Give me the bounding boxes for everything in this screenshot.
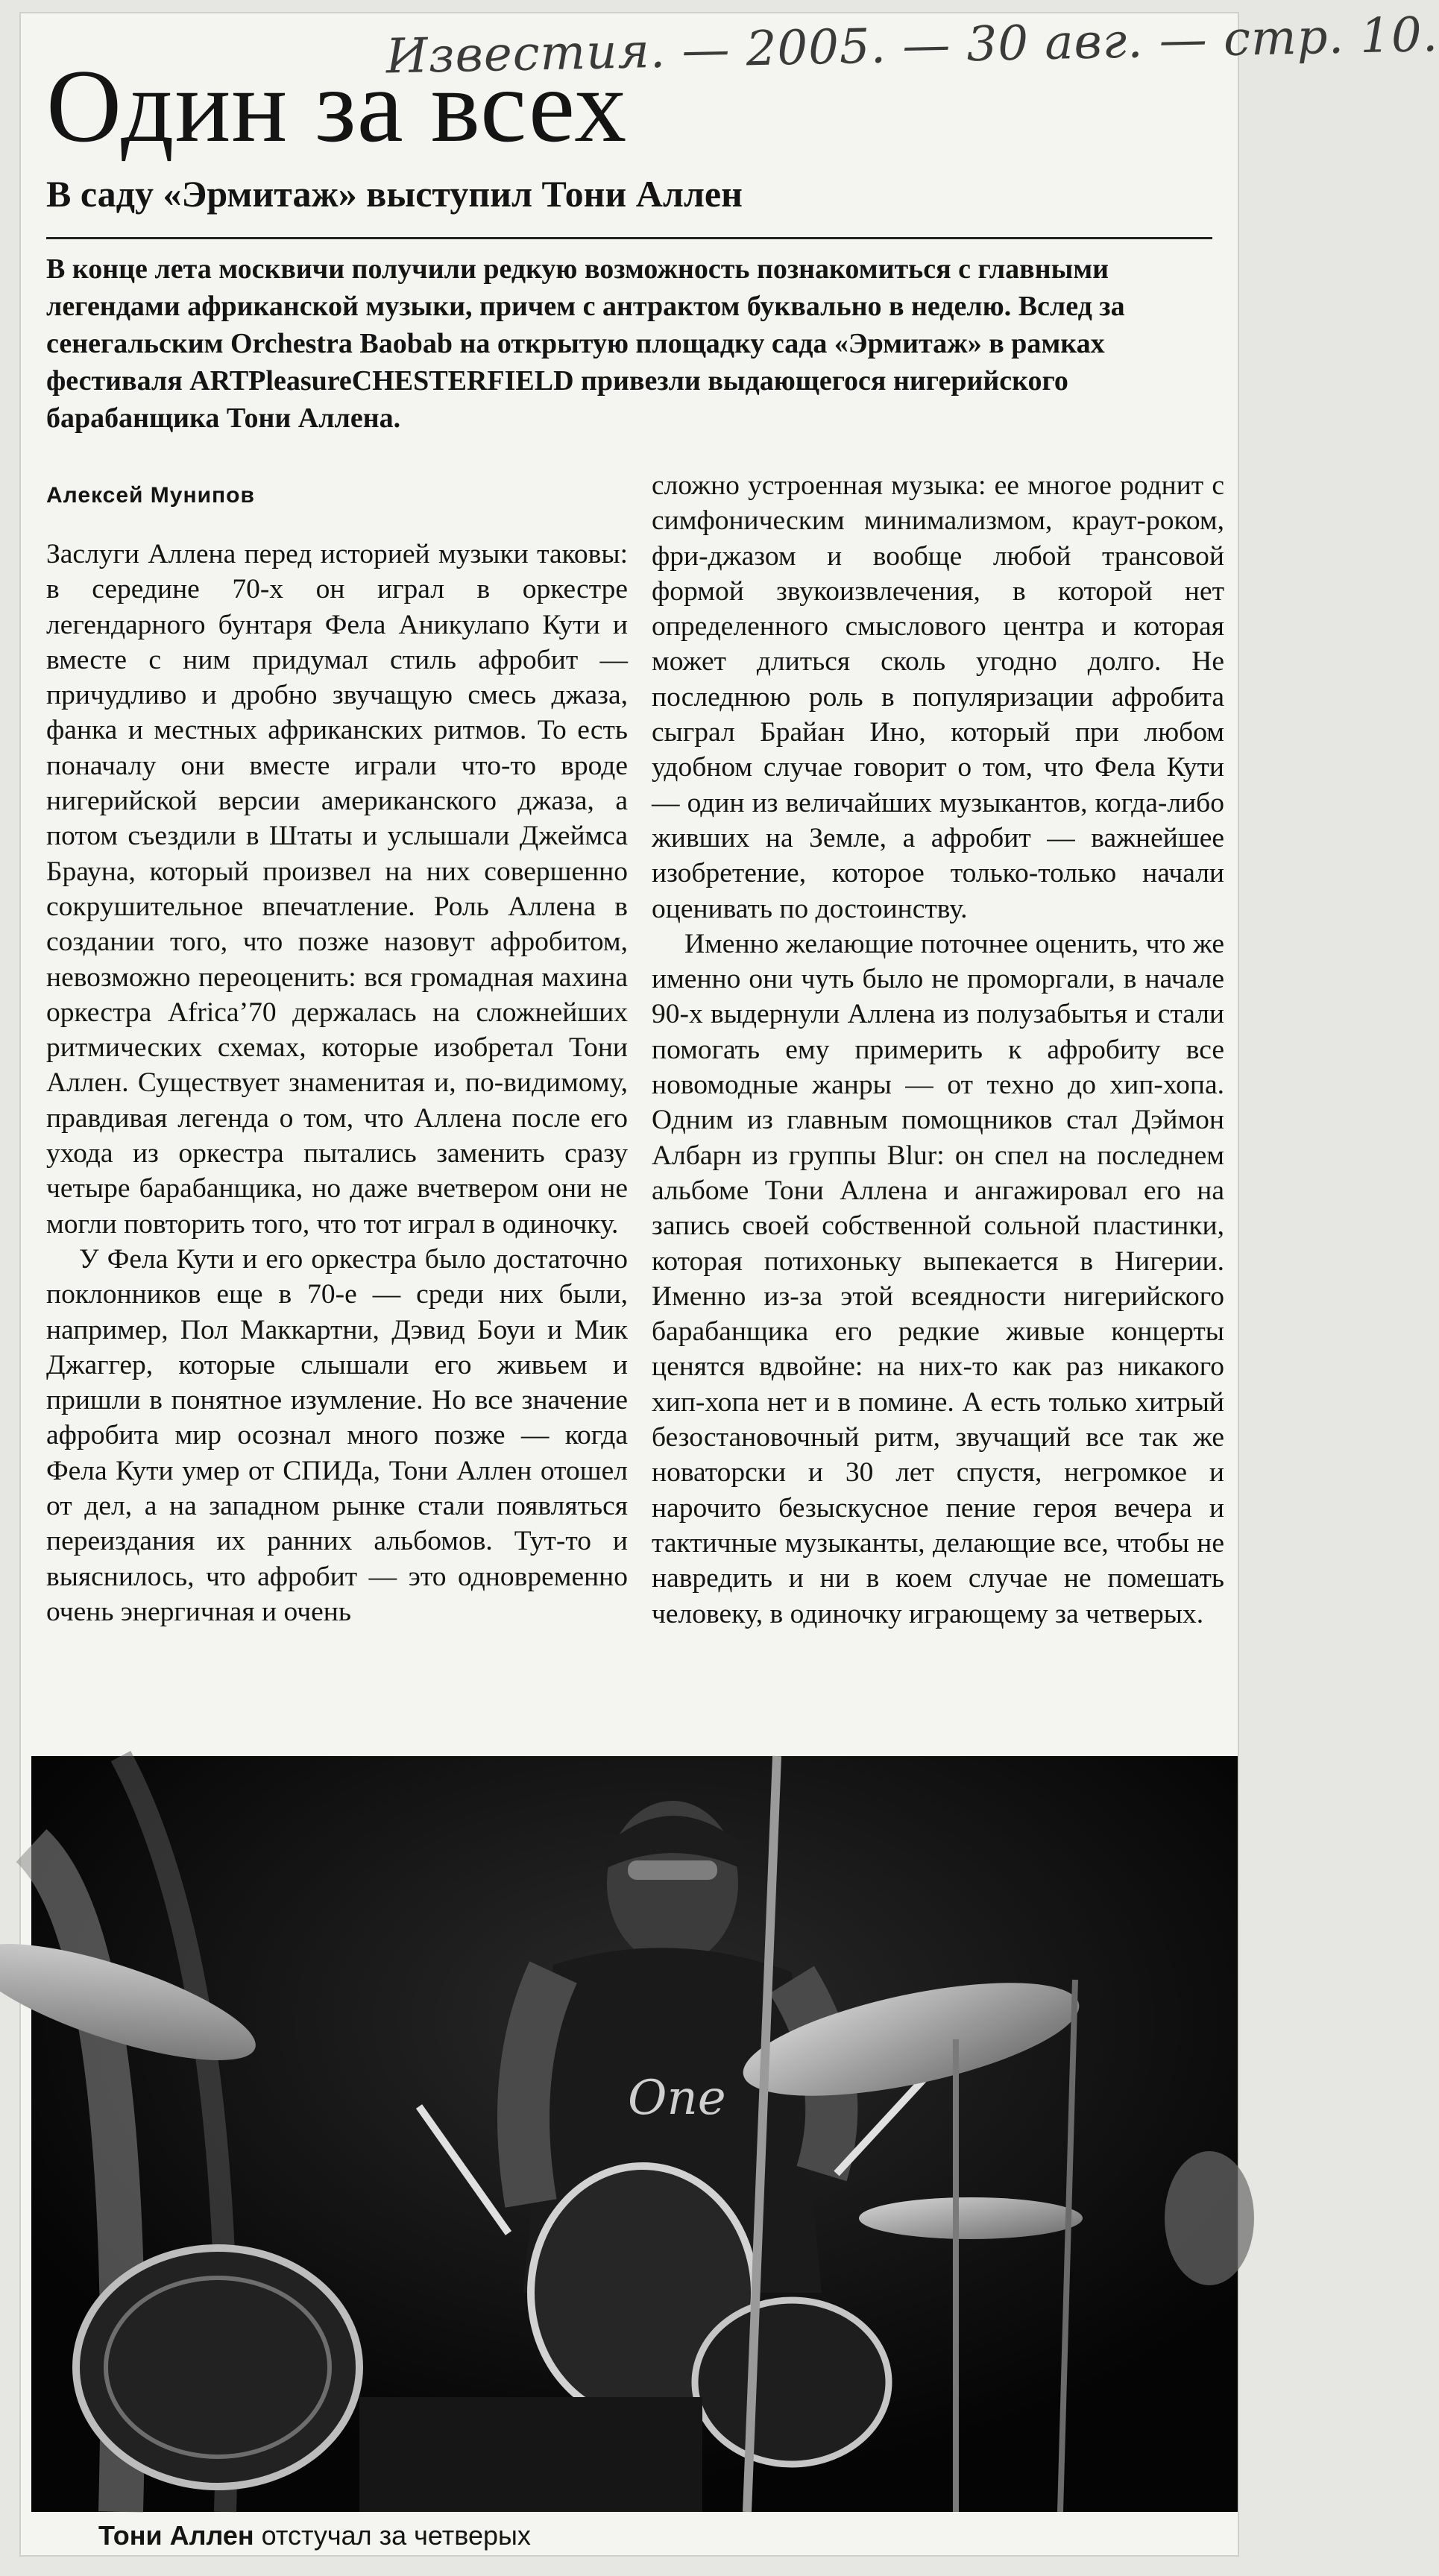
photo-caption	[98, 2519, 531, 2552]
handwritten-source-note: Известия. — 2005. — 30 авг. — стр. 10.	[385, 7, 1439, 85]
text-column-right	[652, 468, 1224, 1632]
newspaper-clipping	[21, 7, 1439, 2555]
article-headline: Один за всех	[46, 48, 628, 164]
divider	[46, 237, 1212, 239]
bleed-through-text	[670, 95, 1221, 155]
svg-text:One: One	[628, 2071, 726, 2126]
body-paragraph: Заслуги Аллена перед историей музыки таковы: в середине 70-х он играл в оркестре легендарного бунтаря Фела Аникулапо Кути и вместе с ним придумал стиль афробит — причудливо и дробно звучащую смесь джаза, фанка и местных африканских ритмов. То есть поначалу они вместе играли что-то вроде нигерийской версии американского джаза, а потом съездили в Штаты и услышали Джеймса Брауна, который произвел на них совершенно сокрушительное впечатление. Роль Аллена в создании того, что позже назовут афробитом, невозможно переоценить: вся громадная махина оркестра Africa’70 держалась на сложнейших ритмических схемах, которые изобретал Тони Аллен. Существует знаменитая и, по-видимому, правдивая легенда о том, что Аллена после его ухода из оркестра пытались заменить сразу четыре барабанщика, но даже вчетвером они не могли повторить того, что тот играл в одиночку.	[46, 539, 628, 1240]
article-lead: В конце лета москвичи получили редкую возможность познакомиться с главными легендами африканской музыки, причем с антрактом буквально в неделю. Вслед за сенегальским Orchestra Baobab на открытую площадку сада «Эрмитаж» в рамках фестиваля ARTPleasureCHESTERFIELD привезли выдающегося нигерийского барабанщика Тони Аллена.	[46, 253, 1125, 434]
drummer-photo	[31, 1756, 1238, 2512]
article-author: Алексей Мунипов	[46, 483, 255, 508]
body-paragraph: сложно устроенная музыка: ее многое роднит с симфоническим минимализмом, краут-роком, фри-джазом и вообще любой трансовой формой звукоизвлечения, в которой нет определенного смыслового центра и которая может длиться сколь угодно долго. Не последнюю роль в популяризации афробита сыграл Брайан Ино, который при любом удобном случае говорит о том, что Фела Кути — один из величайших музыкантов, когда-либо живших на Земле, а афробит — важнейшее изобретение, которое только-только начали оценивать по достоинству.	[652, 470, 1224, 924]
text-column-left	[46, 537, 628, 1629]
body-paragraph: Именно желающие поточнее оценить, что же именно они чуть было не проморгали, в начале 90-х выдернули Аллена из полузабытья и стали помогать ему примерить к афробиту все новомодные жанры — от техно до хип-хопа. Одним из главным помощников стал Дэймон Албарн из группы Blur: он спел на последнем альбоме Тони Аллена и ангажировал его на запись своей собственной сольной пластинки, которая потихоньку выпекается в Нигерии. Именно из-за этой всеядности нигерийского барабанщика его редкие живые концерты ценятся вдвойне: на них-то как раз никакого хип-хопа нет и в помине. А есть только хитрый безостановочный ритм, звучащий все так же новаторски и 30 лет спустя, негромкое и нарочито безыскусное пение героя вечера и тактичные музыканты, делающие все, чтобы не навредить и ни в коем случае не помешать человеку, в одиночку играющему за четверых.	[652, 928, 1224, 1629]
caption-text: отстучал за четверых	[254, 2520, 531, 2551]
caption-name: Тони Аллен	[98, 2520, 254, 2551]
body-paragraph: У Фела Кути и его оркестра было достаточно поклонников еще в 70-е — среди них были, например, Пол Маккартни, Дэвид Боуи и Мик Джаггер, которые слышали его живьем и пришли в понятное изумление. Но все значение афробита мир осознал много позже — когда Фела Кути умер от СПИДа, Тони Аллен отошел от дел, а на западном рынке стали появляться переиздания их ранних альбомов. Тут-то и выяснилось, что афробит — это одновременно очень энергичная и очень	[46, 1243, 628, 1627]
drummer-photo-illustration	[31, 1756, 1238, 2512]
article-subheadline: В саду «Эрмитаж» выступил Тони Аллен	[46, 173, 743, 215]
